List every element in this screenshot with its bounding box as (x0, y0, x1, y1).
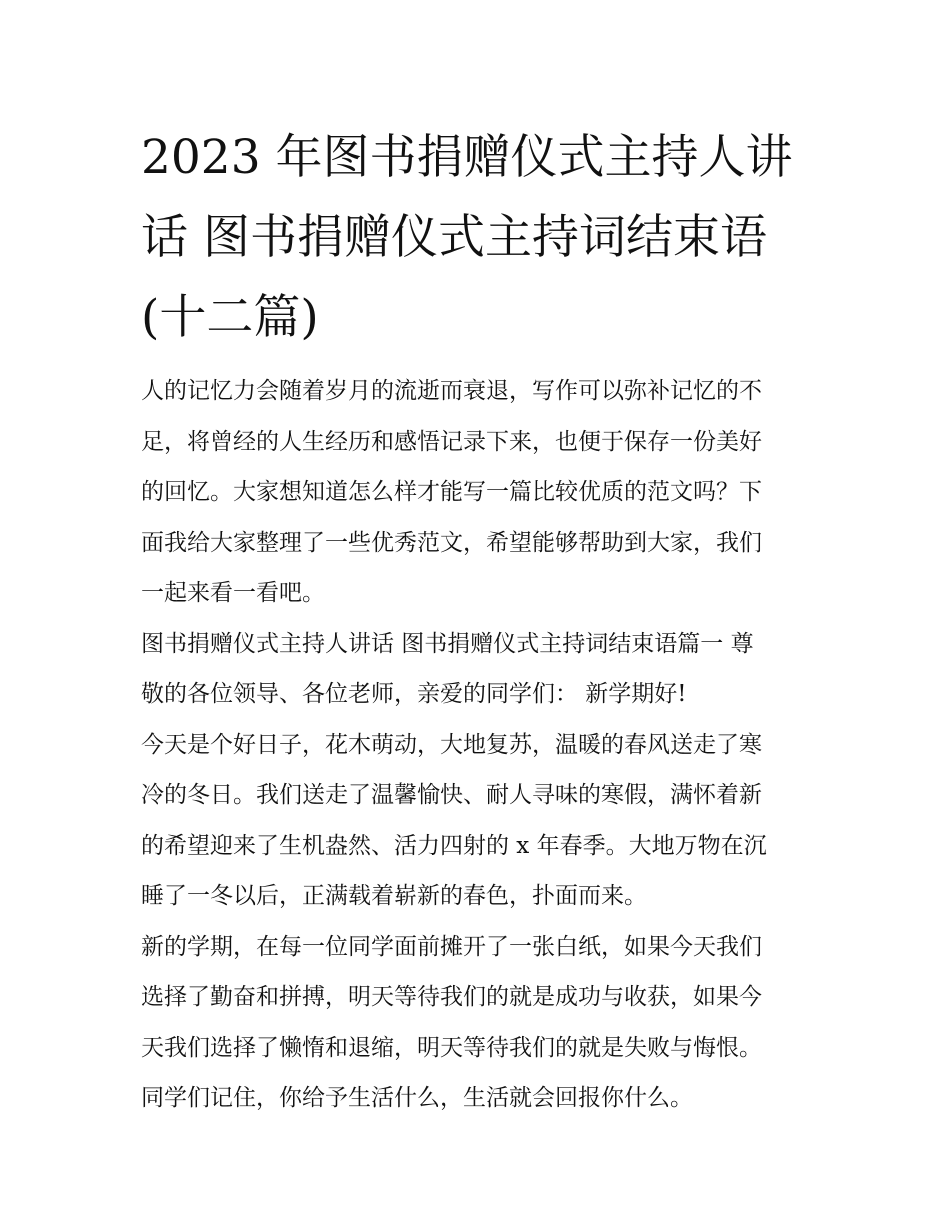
document-title (141, 118, 821, 358)
paragraph-line: 足，将曾经的人生经历和感悟记录下来，也便于保存一份美好 (141, 428, 762, 455)
paragraph-line: 新的学期，在每一位同学面前摊开了一张白纸，如果今天我们 (141, 933, 762, 960)
paragraph-line: 图书捐赠仪式主持人讲话 图书捐赠仪式主持词结束语篇一 尊 (141, 630, 754, 657)
document-body (141, 366, 821, 1124)
paragraph-line: 敬的各位领导、各位老师，亲爱的同学们： 新学期好! (141, 681, 687, 707)
section-heading-paragraph (141, 619, 821, 720)
paragraph-line: 人的记忆力会随着岁月的流逝而衰退，写作可以弥补记忆的不 (141, 378, 762, 404)
paragraph-line: 睡了一冬以后，正满载着崭新的春色，扑面而来。 (141, 883, 647, 909)
spring-paragraph (141, 720, 821, 922)
document-content (141, 118, 821, 1124)
paragraph-line: 冷的冬日。我们送走了温馨愉快、耐人寻味的寒假，满怀着新 (141, 782, 762, 808)
paragraph-line: 同学们记住，你给予生活什么，生活就会回报你什么。 (141, 1085, 693, 1111)
paragraph-line: 面我给大家整理了一些优秀范文，希望能够帮助到大家，我们 (141, 529, 762, 556)
intro-paragraph (141, 366, 821, 619)
paragraph-line: 一起来看一看吧。 (141, 580, 325, 606)
semester-paragraph (141, 922, 821, 1124)
title-line-3: (十二篇) (141, 290, 319, 345)
paragraph-line: 天我们选择了懒惰和退缩，明天等待我们的就是失败与悔恨。 (141, 1034, 762, 1061)
title-line-1: 2023 年图书捐赠仪式主持人讲 (141, 130, 793, 185)
title-line-2: 话 图书捐赠仪式主持词结束语 (141, 210, 767, 265)
paragraph-line: 今天是个好日子，花木萌动，大地复苏，温暖的春风送走了寒 (141, 731, 762, 758)
paragraph-line: 的希望迎来了生机盎然、活力四射的 x 年春季。大地万物在沉 (141, 832, 767, 859)
paragraph-line: 的回忆。大家想知道怎么样才能写一篇比较优质的范文吗？下 (141, 479, 762, 505)
paragraph-line: 选择了勤奋和拼搏，明天等待我们的就是成功与收获，如果今 (141, 984, 762, 1010)
